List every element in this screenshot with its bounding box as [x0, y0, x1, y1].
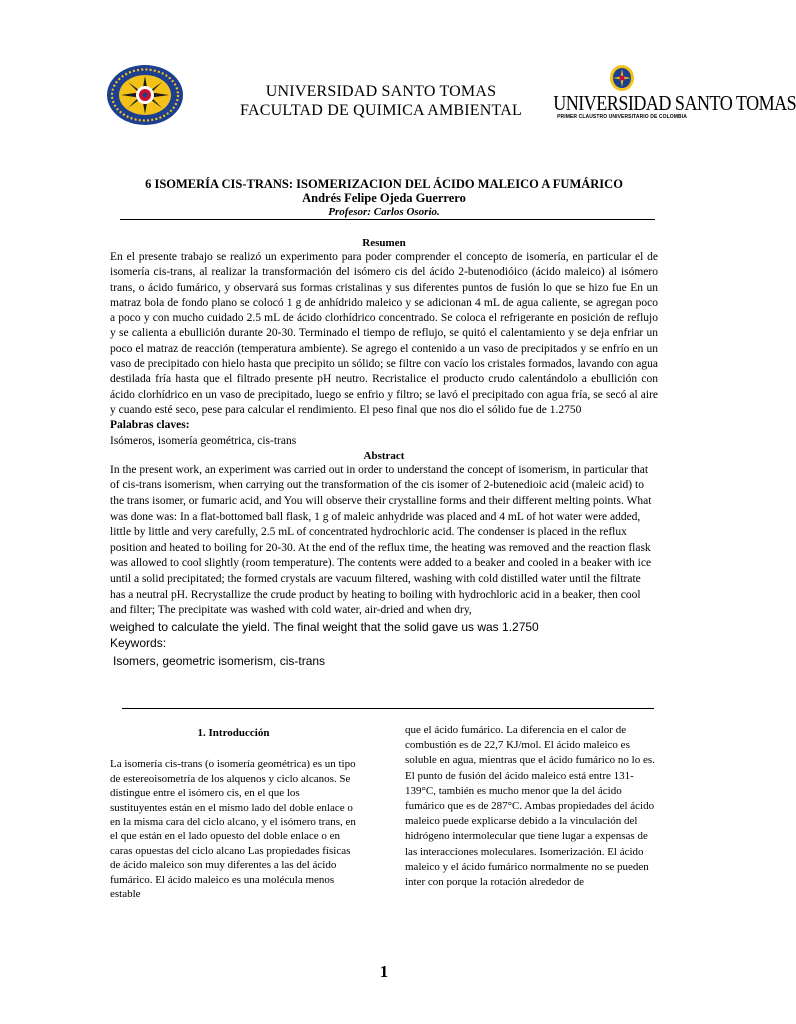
author-name: Andrés Felipe Ojeda Guerrero	[302, 191, 466, 205]
abstract-heading: Abstract	[363, 449, 405, 462]
university-logo	[542, 64, 796, 134]
university-seal-icon	[106, 64, 184, 126]
resumen-keywords: Isómeros, isomería geométrica, cis-trans	[110, 434, 297, 447]
university-name: UNIVERSIDAD SANTO TOMAS	[265, 83, 497, 100]
resumen-keywords-heading: Palabras claves:	[110, 419, 190, 432]
logo-wordmark: UNIVERSIDAD SANTO TOMAS	[553, 91, 796, 115]
abstract-section	[110, 236, 658, 669]
professor-name: Profesor: Carlos Osorio.	[328, 206, 440, 218]
logo-seal-icon	[609, 64, 635, 92]
section-divider	[122, 708, 654, 709]
faculty-name: FACULTAD DE QUIMICA AMBIENTAL	[240, 102, 522, 119]
abstract-text-ending: weighed to calculate the yield. The final weight that the solid gave us was 1.2750	[110, 619, 539, 634]
intro-left-text: La isomería cis-trans (o isomería geométrica) es un tipo de estereoisometría de los alquenos y ciclo alcanos. Se distingue entre el isómero cis, en el que los sustituyentes están en el mismo lado del doble enlace o en la misma cara del ciclo alcano, y el isómero trans, en el que están en el lado opuesto del doble enlace o en caras opuestas del ciclo alcano Las propiedades físicas de ácido maleico son muy diferentes a las del ácido fumárico. El ácido maleico es una molécula menos estable	[110, 758, 356, 901]
university-heading	[216, 82, 546, 120]
intro-right-column	[405, 723, 657, 890]
resumen-heading: Resumen	[362, 237, 406, 249]
logo-tagline: PRIMER CLAUSTRO UNIVERSITARIO DE COLOMBIA	[557, 114, 687, 120]
introduction-heading: 1. Introducción	[197, 727, 270, 739]
abstract-text: In the present work, an experiment was carried out in order to understand the concept of isomerism, in particular that of cis-trans isomerism, when carrying out the transformation of the cis isomer of 2-butenedioic acid (maleic acid) to the trans isomer, or fumaric acid, and You will observe their crystalline forms and their different melting points. What was done was: In a flat-bottomed ball flask, 1 g of maleic anhydride was placed and 4 mL of hot water were added, little by little and very carefully, 2.5 mL of concentrated hydrochloric acid. The condenser is placed in the reflux position and heated to boiling for 20-30. At the end of the reflux time, the heating was removed and the reaction flask was allowed to cool slightly (room temperature). The contents were added to a beaker and cooled in a beaker with ice until a solid precipitated; the formed crystals are vacuum filtered, washing with cold distilled water until the filtrate has a neutral pH. Recrystallize the crude product by heating to boiling with hydrochloric acid in a beaker, then cool and filter; The precipitate was washed with cold water, air-dried and when dry,	[110, 463, 652, 617]
intro-left-column	[110, 726, 357, 901]
intro-right-text: que el ácido fumárico. La diferencia en el calor de combustión es de 22,7 KJ/mol. El ácido maleico es soluble en agua, mientras que el ácido fumárico no lo es. El punto de fusión del ácido maleico está entre 131-139°C, también es mucho menor que la del ácido fumárico que es de 287°C. Ambas propiedades del ácido maleico puede explicarse debido a la vinculación del hidrógeno intermolecular que tiene lugar a expensas de las interacciones moleculares. Isomerización. El ácido maleico y el ácido fumárico normalmente no se pueden inter con porque la rotación alrededor de	[405, 724, 655, 889]
title-divider	[120, 219, 655, 220]
document-title: 6 ISOMERÍA CIS-TRANS: ISOMERIZACION DEL ÁCIDO MALEICO A FUMÁRICO	[145, 177, 623, 191]
title-block	[110, 177, 658, 219]
abstract-keywords: Isomers, geometric isomerism, cis-trans	[113, 653, 326, 668]
abstract-keywords-heading: Keywords:	[110, 635, 167, 650]
page-number: 1	[379, 962, 389, 981]
resumen-text: En el presente trabajo se realizó un experimento para poder comprender el concepto de isomería, en particular el de isomería cis-trans, al realizar la transformación del isómero cis del ácido 2-butenodióico (ácido maleico) al isómero trans, o ácido fumárico, y observará sus formas cristalinas y sus diferentes puntos de fusión lo que se hizo fue En un matraz bola de fondo plano se colocó 1 g de anhídrido maleico y se adicionan 4 mL de agua caliente, se agregan poco a poco y con mucho cuidado 2.5 mL de ácido clorhídrico concentrado. Se coloca el refrigerante en posición de reflujo y se calienta a ebullición durante 20-30. Terminado el tiempo de reflujo, se quitó el calentamiento y se deja enfriar un poco el matraz de reacción (temperatura ambiente). Se agrego el contenido a un vaso de precipitados y se enfrío en un vaso de precipitado con hielo hasta que precipito un sólido; se filtre con vacío los cristales formados, lavando con agua destilada fría hasta que el filtrado presente pH neutro. Recristalice el producto crudo calentándolo a ebullición con ácido clorhídrico en un vaso de precipitado, luego se enfrio y filtro; se lavó el precipitado con agua fría, se secó al aire y cuando esté seco, pese para calcular el rendimiento. El peso final que nos dio el sólido fue de 1.2750	[110, 251, 658, 416]
document-header	[106, 60, 796, 130]
